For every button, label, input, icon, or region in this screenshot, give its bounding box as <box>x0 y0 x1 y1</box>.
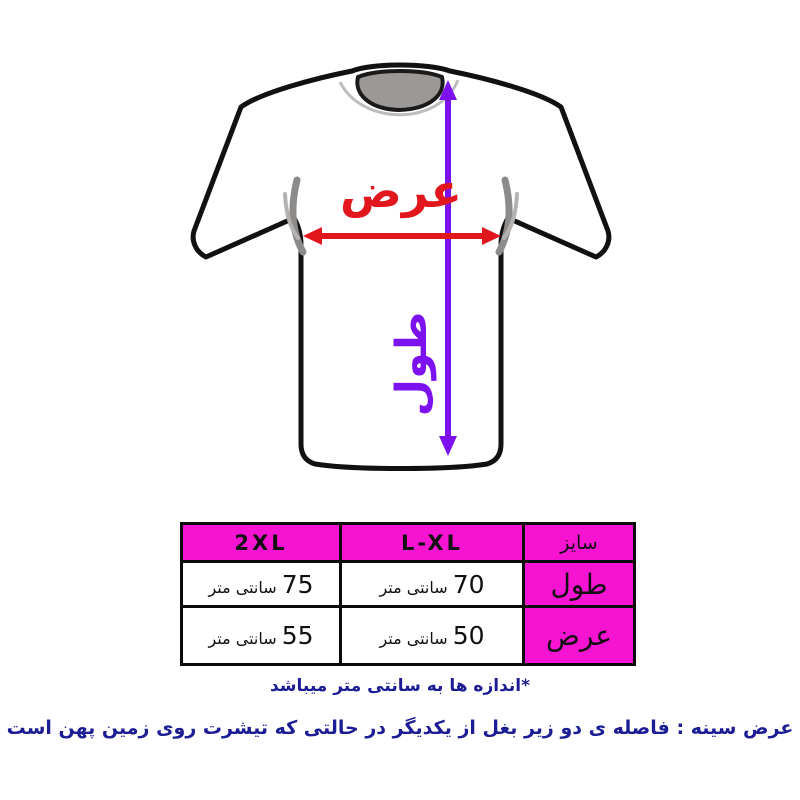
table-row-length <box>182 562 635 607</box>
length-arrow-label: طول <box>387 311 437 417</box>
length-l-xl-unit: سانتی متر <box>379 577 448 597</box>
width-l-xl-unit: سانتی متر <box>379 629 448 648</box>
width-arrow-label: عرض <box>340 164 462 218</box>
cell-width-l-xl <box>341 607 524 665</box>
chest-width-note: عرض سینه : فاصله ی دو زیر بغل از یکدیگر در حالتی که تیشرت روی زمین پهن است <box>6 717 794 739</box>
cell-length-l-xl <box>341 562 524 607</box>
width-2xl-value: 55 <box>281 621 314 650</box>
cell-length-2xl <box>182 562 341 607</box>
header-size: سایز <box>524 524 635 562</box>
length-l-xl-value: 70 <box>452 569 485 599</box>
row-label-width: عرض <box>524 607 635 665</box>
table-row-width <box>182 607 635 665</box>
width-l-xl-value: 50 <box>452 621 485 650</box>
width-2xl-unit: سانتی متر <box>208 629 277 648</box>
length-2xl-unit: سانتی متر <box>208 577 277 597</box>
collar <box>357 71 442 110</box>
table-header-row <box>182 524 635 562</box>
cell-width-2xl <box>182 607 341 665</box>
size-table <box>180 522 636 666</box>
length-2xl-value: 75 <box>281 569 314 599</box>
header-l-xl: L-XL <box>341 524 524 562</box>
row-label-length: طول <box>524 562 635 607</box>
units-note: *اندازه ها به سانتی متر میباشد <box>269 676 530 696</box>
header-2xl: 2XL <box>182 524 341 562</box>
